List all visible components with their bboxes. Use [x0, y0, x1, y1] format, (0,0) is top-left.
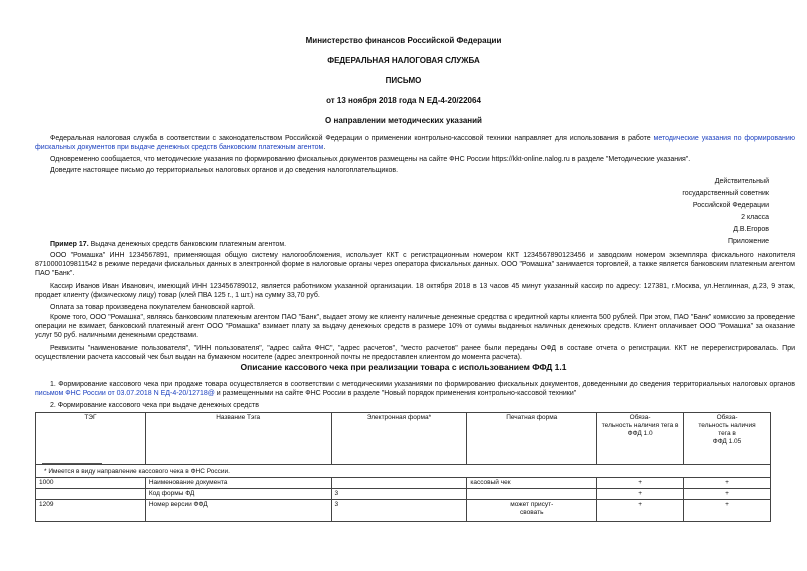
cell-electronic-form [331, 478, 467, 489]
signature-line-4: 2 класса [741, 214, 769, 221]
cell-ffd-1-0: + [597, 478, 684, 489]
example-paragraph-4: Кроме того, ООО "Ромашка", являясь банковским платежным агентом ПАО "Банк", выдает этому же клиенту наличные денежные средства с кредитной карты клиента 500 рублей. При этом, ПАО "Банк" комиссию за проведение операции не взимает, банковский платежный агент ООО "Ромашка" взимает плату за выдачу денежных средств в размере 10% от суммы выданных наличных денежных средств. Клиент оплачивает ООО "Ромашка" за оказание услуг 50 руб. наличными денежными средствами. [35, 314, 795, 339]
cell-ffd-1-05: + [684, 500, 771, 522]
cell-electronic-form: 3 [331, 489, 467, 500]
example-paragraph-2: Кассир Иванов Иван Иванович, имеющий ИНН 123456789012, является работником указанной организации. 18 октября 2018 в 13 часов 45 минут указанный кассир по адресу: 127381, г.Москва, ул.Неглинная, д.23, 9 этаж, продает клиенту (физическому лицу) товар (клей ПВА 125 г., 1 шт.) на сумму 33,70 руб. [35, 283, 795, 299]
service-heading: ФЕДЕРАЛЬНАЯ НАЛОГОВАЯ СЛУЖБА [327, 56, 480, 65]
receipt-tags-table [35, 412, 771, 522]
signature-line-3: Российской Федерации [692, 202, 769, 209]
intro-paragraph-1 [35, 134, 795, 152]
cell-print-form: может присут- свовать [467, 500, 597, 522]
cell-tag: 1209 [36, 500, 146, 522]
example-title [35, 240, 795, 249]
cell-print-form: кассовый чек [467, 478, 597, 489]
fns-letter-link[interactable]: письмом ФНС России от 03.07.2018 N ЕД-4-20/12718@ [35, 390, 215, 397]
intro-p1-end: . [323, 144, 326, 151]
example-paragraph-1: ООО "Ромашка" ИНН 1234567891, применяющая общую систему налогообложения, использует ККТ с регистрационным номером ККТ 1234567890123456 и заводским номером экземпляра фискального накопителя 8710000109811542 в режиме передачи фискальных данных в электронной форме в налоговые органы через оператора фискальных данных. ООО "Ромашка" занимается торговлей, а также является банковским платежным агентом ПАО "Банк". [35, 252, 795, 277]
header-electronic-form: Электронная форма* [331, 413, 467, 465]
doc-subject: О направлении методических указаний [325, 116, 482, 125]
table-row [36, 489, 771, 500]
example-number: Пример 17. [50, 241, 89, 248]
cell-tag [36, 489, 146, 500]
section-title: Описание кассового чека при реализации товара с использованием ФФД 1.1 [240, 362, 567, 372]
attachment-label: Приложение [727, 238, 769, 245]
table-header-row [36, 413, 771, 465]
table-row [36, 478, 771, 489]
intro-p1-text: Федеральная налоговая служба в соответствии с законодательством Российской Федерации о применении контрольно-кассовой техники направляет для использования в работе [50, 135, 654, 142]
cell-ffd-1-0: + [597, 489, 684, 500]
header-ffd-1-05: Обяза- тельность наличия тега в ФФД 1.05 [684, 413, 771, 465]
example-paragraph-3: Оплата за товар произведена покупателем банковской картой. [50, 304, 255, 311]
cell-name: Наименование документа [145, 478, 331, 489]
cell-ffd-1-0: + [597, 500, 684, 522]
example-title-text: Выдача денежных средств банковским платежным агентом. [88, 241, 287, 248]
cell-print-form [467, 489, 597, 500]
cell-name: Номер версии ФФД [145, 500, 331, 522]
ministry-heading: Министерство финансов Российской Федерации [305, 36, 502, 45]
signature-name: Д.В.Егоров [733, 226, 769, 233]
doc-type-heading: ПИСЬМО [385, 76, 422, 85]
footnote-text: * Имеется в виду направление кассового чека в ФНС России. [36, 465, 771, 478]
header-tag: ТЭГ [36, 413, 146, 465]
cell-name: Код формы ФД [145, 489, 331, 500]
intro-paragraph-3: Доведите настоящее письмо до территориальных налоговых органов и до сведения налогоплательщиков. [50, 167, 399, 174]
cell-ffd-1-05: + [684, 489, 771, 500]
section-item-1 [35, 380, 795, 398]
section-item-1-end: и размещенными на сайте ФНС России в разделе "Новый порядок применения контрольно-кассовой техники" [214, 390, 577, 397]
header-name: Название Тэга [145, 413, 331, 465]
section-item-2: 2. Формирование кассового чека при выдаче денежных средств [50, 402, 259, 409]
doc-date-number: от 13 ноября 2018 года N ЕД-4-20/22064 [326, 96, 481, 105]
section-item-1-text: 1. Формирование кассового чека при продаже товара осуществляется в соответствии с методическими указаниями по формированию фискальных документов, доведенными до сведения территориальных налоговых органов [50, 381, 795, 388]
signature-block [569, 177, 769, 246]
cell-electronic-form: 3 [331, 500, 467, 522]
cell-tag: 1000 [36, 478, 146, 489]
footnote-divider [42, 463, 102, 464]
header-print-form: Печатная форма [467, 413, 597, 465]
table-row [36, 500, 771, 522]
example-paragraph-5: Реквизиты "наименование пользователя", "ИНН пользователя", "адрес сайта ФНС", "адрес расчетов", "место расчетов" ранее были переданы ОФД в составе отчета о регистрации. ККТ не перерегистрировалась. При осуществлении расчета кассовый чек был выдан на бумажном носителе (адрес электронной почты не предоставлен клиентом до момента расчета). [35, 345, 795, 361]
guidelines-link[interactable]: методические указания по формированию фискальных документов при выдаче денежных средств банковским платежным агентом [35, 135, 795, 151]
footnote-row [36, 465, 771, 478]
intro-paragraph-2: Одновременно сообщается, что методические указания по формированию фискальных документов размещены на сайте ФНС России https://kkt-online.nalog.ru в разделе "Методические указания". [50, 156, 691, 163]
cell-ffd-1-05: + [684, 478, 771, 489]
signature-line-1: Действительный [714, 178, 769, 185]
header-ffd-1-0: Обяза- тельность наличия тега в ФФД 1.0 [597, 413, 684, 465]
signature-line-2: государственный советник [682, 190, 769, 197]
